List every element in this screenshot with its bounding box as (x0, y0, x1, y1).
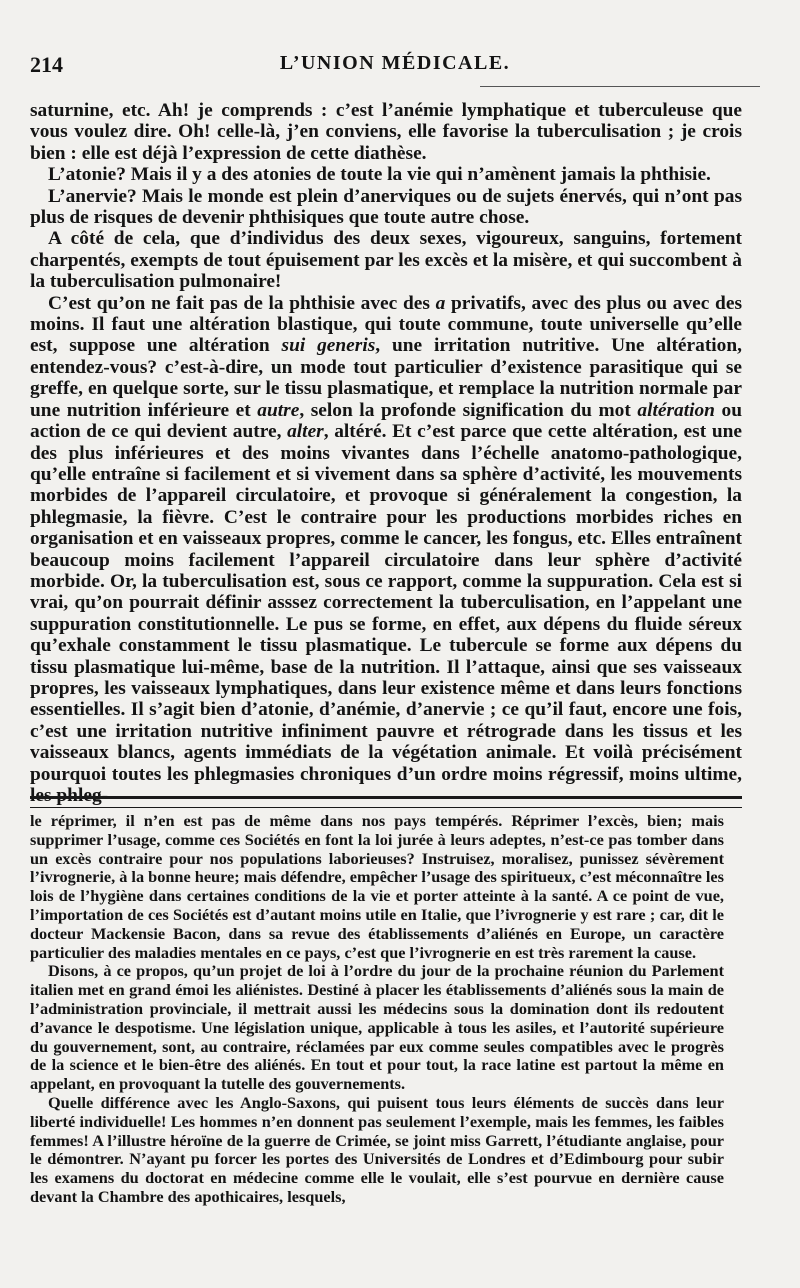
text-run: , une irritation nutritive. Une altération, entendez-vous? c’est-à-dire, un mode tout particulier d’existence parasitique qui se greffe, en quelque sorte, sur le tissu plasmatique, et remplace la nutrition normale par une nutrition inférieure et (30, 335, 742, 421)
note-paragraph-3: Quelle différence avec les Anglo-Saxons, qui puisent tous leurs éléments de succès dans leur liberté individuelle! Les hommes n’en donnent pas seulement l’exemple, mais les femmes, les faibles femmes! A l’illustre héroïne de la guerre de Crimée, se joint miss Garrett, l’étudiante anglaise, pour le démontrer. N’ayant pu forcer les portes des Universités de Londres et d’Edimbourg pour subir les examens du doctorat en médecine comme elle le voulait, elle s’est pourvue en dernière cause devant la Chambre des apothicaires, lesquels, (30, 1092, 724, 1206)
page-number: 214 (30, 52, 63, 77)
italic-run: autre (257, 399, 300, 421)
italic-run: a (435, 292, 446, 314)
italic-run: alter (287, 421, 324, 443)
paragraph-2: L’atonie? Mais il y a des atonies de toute la vie qui n’amènent jamais la phthisie. (48, 164, 711, 186)
text-run: C’est qu’on ne fait pas de la phthisie avec des (48, 292, 436, 314)
feuilleton-divider (30, 796, 742, 808)
page-header (30, 48, 760, 88)
paragraph-3: L’anervie? Mais le monde est plein d’anerviques ou de sujets énervés, qui n’ont pas plus de risques de devenir phthisiques que toute autre chose. (30, 185, 742, 229)
feuilleton-text (30, 812, 724, 1207)
text-run: privatifs, avec des plus ou avec des moins. Il faut une altération blastique, qui toute commune, toute universelle qu’elle est, suppose une altération (30, 292, 742, 357)
text-run: , selon la profonde signification du mot (299, 399, 638, 421)
paragraph-1: saturnine, etc. Ah! je comprends : c’est l’anémie lymphatique et tuberculeuse que vous voulez dire. Oh! celle-là, j’en conviens, elle favorise la tuberculisation ; je crois bien : elle est déjà l’expression de cette diathèse. (30, 100, 742, 164)
main-text (30, 100, 742, 806)
text-run: , altéré. Et c’est parce que cette altération, est une des plus inférieures et des moins vivantes dans l’échelle anatomo-pathologique, qu’elle entraîne si facilement et si vivement dans sa sphère d’activité, les mouvements morbides de l’appareil circulatoire, et provoque si généralement la congestion, la phlegmasie, la fièvre. C’est le contraire pour les productions morbides riches en organisation et en vaisseaux propres, comme le cancer, les fongus, etc. Elles entraînent beaucoup moins facilement l’appareil circulatoire dans leur sphère d’activité morbide. Or, la tuberculisation est, sous ce rapport, comme la suppuration. Cela est si vrai, qu’on pourrait définir asssez correctement la tuberculisation, en l’appelant une suppuration constitutionnelle. Le pus se forme, en effet, aux dépens du fluide séreux qu’exhale constamment le tissu plasmatique. Le tubercule se forme aux dépens du tissu plasmatique lui-même, base de la nutrition. Il l’attaque, ainsi que ses vaisseaux propres, les vaisseaux lymphatiques, dans leur existence même et dans leurs fonctions essentielles. Il s’agit bien d’atonie, d’anémie, d’anervie ; ce qu’il faut, encore une fois, c’est une irritation nutritive infiniment pauvre et rétrograde dans les tissus et les vaisseaux blancs, agents immédiats de la végétation animale. Et voilà précisément pourquoi toutes les phlegmasies chroniques d’un ordre moins régressif, moins ultime, les phleg- (30, 421, 742, 806)
paragraph-4: A côté de cela, que d’individus des deux sexes, vigoureux, sanguins, fortement charpentés, exempts de tout épuisement par les excès et la misère, et qui succombent à la tuberculisation pulmonaire! (30, 228, 742, 293)
italic-run: sui generis (281, 335, 376, 357)
note-paragraph-2: Disons, à ce propos, qu’un projet de loi à l’ordre du jour de la prochaine réunion du Parlement italien met en grand émoi les aliénistes. Destiné à placer les établissements d’aliénés sous la main de l’administration provinciale, il mettrait aussi les médecins sous la domination dont ils redoutent d’avance le despotisme. Une législation unique, applicable à tous les asiles, et l’autorité supérieure du gouvernement, sont, au contraire, réclamées par eux comme seules compatibles avec le progrès de la science et le bien-être des aliénés. En tout et pour tout, la race latine est partout la même en appelant, en provoquant la tutelle des gouvernements. (30, 961, 724, 1094)
paragraph-5 (30, 293, 742, 807)
running-title: L’UNION MÉDICALE. (279, 52, 511, 74)
header-rule (480, 86, 760, 87)
text-run: ou action de ce qui devient autre, (30, 399, 743, 443)
note-paragraph-1: le réprimer, il n’en est pas de même dans nos pays tempérés. Réprimer l’excès, bien; mais supprimer l’usage, comme ces Sociétés en font la loi jurée à leurs adeptes, n’est-ce pas tomber dans un excès contraire pour nos populations laborieuses? Instruisez, moralisez, punissez sévèrement l’ivrognerie, à la bonne heure; mais défendre, empêcher l’usage des spiritueux, c’est méconnaître les lois de l’hygiène dans certaines conditions de la vie et porter atteinte à la santé. A ce point de vue, l’importation de ces Sociétés est d’autant moins utile en Italie, que l’ivrognerie y est rare ; car, dit le docteur Mackensie Bacon, dans sa revue des établissements d’aliénés en Europe, un caractère particulier des maladies mentales en ce pays, c’est que l’ivrognerie en est très rarement la cause. (30, 811, 724, 962)
italic-run: altération (637, 399, 715, 421)
